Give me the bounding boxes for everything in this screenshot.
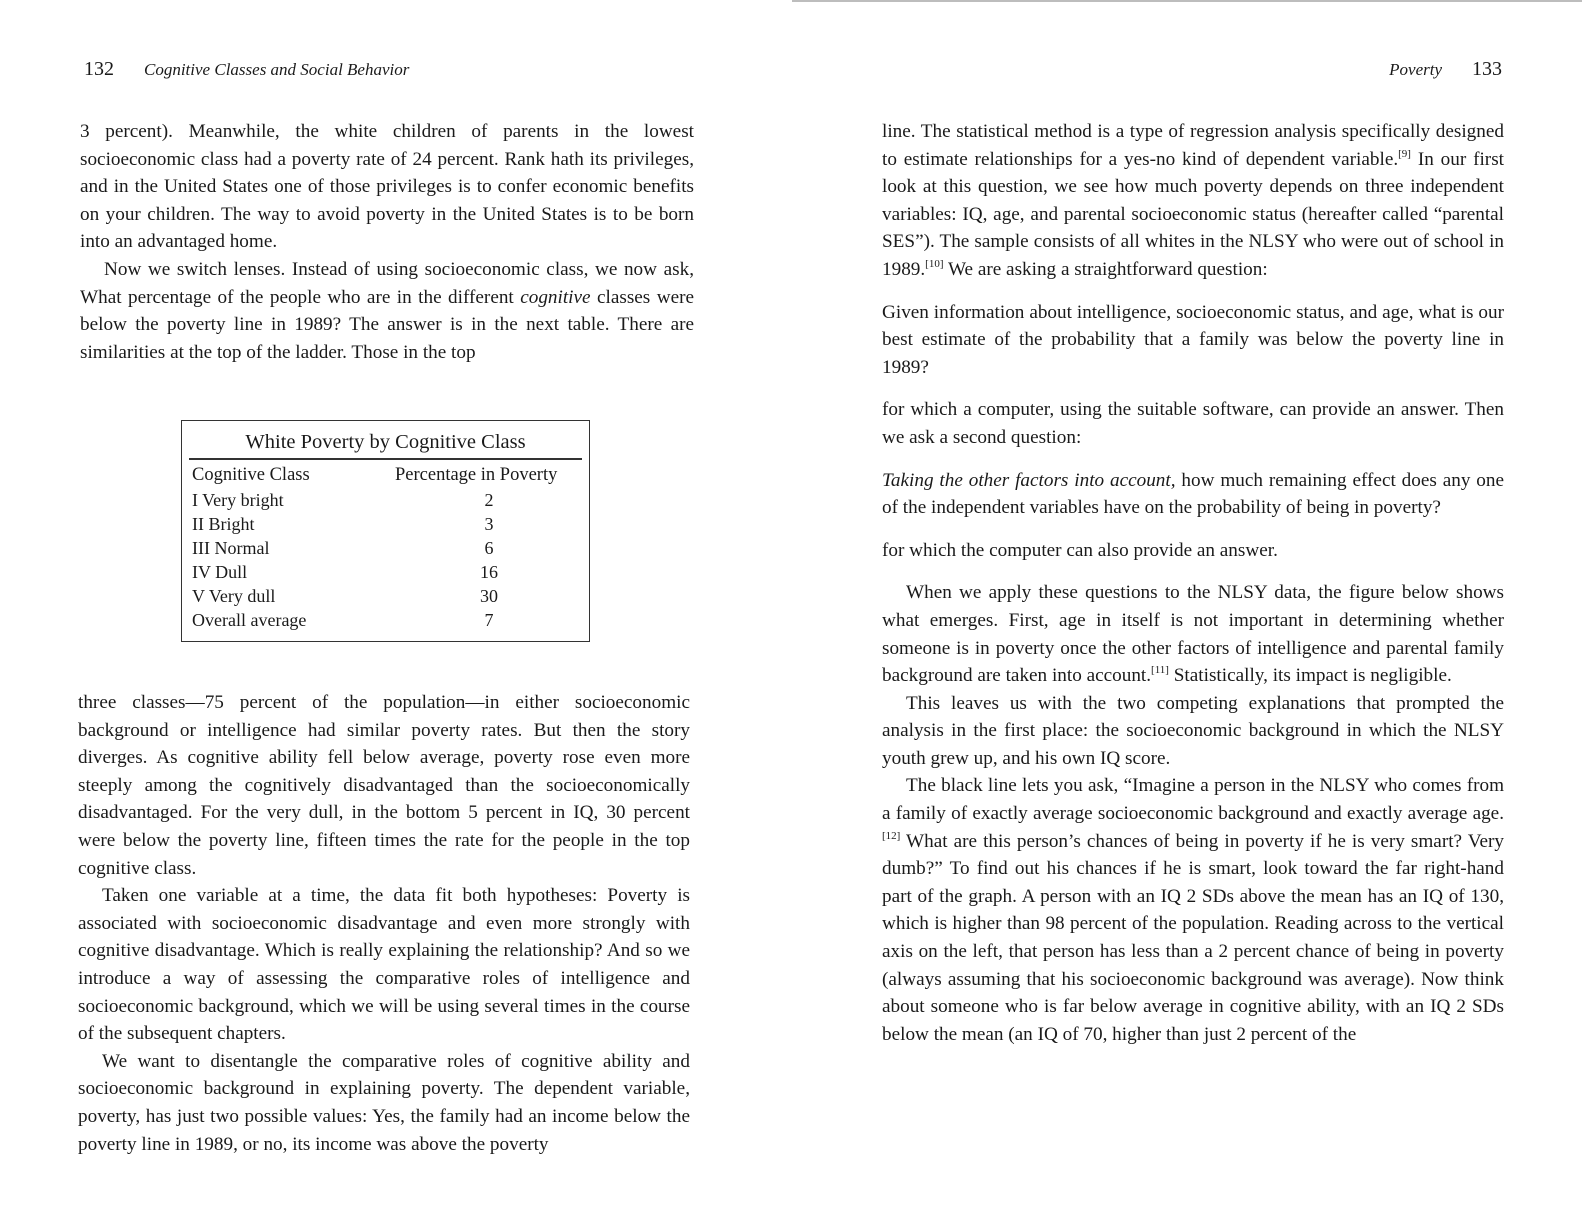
table-row: II Bright 3: [192, 514, 494, 534]
paragraph: When we apply these questions to the NLSY data, the figure below shows what emerges. First, age in itself is not important in determining whether someone is in poverty once the other factors of intelligence and parental family background are taken into account.[11] Statistically, its impact is negligible.: [882, 582, 1504, 687]
paragraph: three classes—75 percent of the population—in either socioeconomic background or intelligence had similar poverty rates. But then the story diverges. As cognitive ability fell below average, poverty rose even more steeply among the cognitively disadvantaged than the socioeconomically disadvantaged. For the very dull, in the bottom 5 percent in IQ, 30 percent were below the poverty line, fifteen times the rate for the people in the top cognitive class.: [78, 692, 690, 879]
paragraph: 3 percent). Meanwhile, the white children of parents in the lowest socioeconomic class had a poverty rate of 24 percent. Rank hath its privileges, and in the United States one of those privileges is to confer economic benefits on your children. The way to avoid poverty in the United States is to be born into an advantaged home.: [80, 121, 694, 253]
footnote-marker: [11]: [1151, 664, 1169, 677]
question-block: Given information about intelligence, socioeconomic status, and age, what is our best estimate of the probability that a family was below the poverty line in 1989?: [882, 301, 1504, 378]
paragraph: We want to disentangle the comparative roles of cognitive ability and socioeconomic background in explaining poverty. The dependent variable, poverty, has just two possible values: Yes, the family had an income below the poverty line in 1989, or no, its income was above the poverty: [78, 1050, 690, 1155]
running-title: Cognitive Classes and Social Behavior: [144, 60, 410, 79]
running-head-left: [84, 58, 409, 81]
running-head-right: [1389, 58, 1502, 81]
paragraph: This leaves us with the two competing explanations that prompted the analysis in the first place: the socioeconomic background in which the NLSY youth grew up, and his own IQ score.: [882, 692, 1504, 769]
table-row: V Very dull 30: [192, 586, 498, 606]
right-page: [791, 0, 1582, 1220]
text-block-right: [882, 118, 1504, 1048]
page-number: 133: [1472, 58, 1502, 80]
table-column-header: Percentage in Poverty: [395, 465, 558, 485]
table-column-header: Cognitive Class: [192, 465, 310, 485]
footnote-marker: [9]: [1398, 147, 1411, 160]
text-block-bottom: [78, 689, 690, 1158]
running-title: Poverty: [1389, 60, 1442, 79]
text-block-top: [80, 118, 694, 366]
table-row: III Normal 6: [192, 538, 494, 558]
table-row: Overall average 7: [192, 610, 494, 630]
page-number: 132: [84, 58, 114, 80]
table-row: I Very bright 2: [192, 490, 494, 510]
poverty-table: [181, 420, 590, 642]
table-title: White Poverty by Cognitive Class: [245, 431, 526, 453]
footnote-marker: [10]: [925, 257, 944, 270]
paragraph: for which the computer can also provide an answer.: [882, 539, 1278, 561]
paragraph: for which a computer, using the suitable software, can provide an answer. Then we ask a second question:: [882, 399, 1504, 448]
paragraph: Taken one variable at a time, the data fit both hypotheses: Poverty is associated with socioeconomic disadvantage and even more strongly with cognitive disadvantage. Which is really explaining the relationship? And so we introduce a way of assessing the comparative roles of intelligence and socioeconomic background, which we will be using several times in the course of the subsequent chapters.: [78, 885, 690, 1045]
table-header-rule: [189, 458, 582, 460]
paragraph: line. The statistical method is a type of regression analysis specifically designed to estimate relationships for a yes-no kind of dependent variable.[9] In our first look at this question, we see how much poverty depends on three independent variables: IQ, age, and parental socioeconomic status (hereafter called “parental SES”). The sample consists of all whites in the NLSY who were out of school in 1989.[10] We are asking a straightforward question:: [882, 121, 1504, 280]
footnote-marker: [12]: [882, 829, 901, 842]
paragraph: The black line lets you ask, “Imagine a person in the NLSY who comes from a family of exactly average socioeconomic background and exactly average age.[12] What are this person’s chances of being in poverty if he is very smart? Very dumb?” To find out his chances if he is smart, look toward the far right-hand part of the graph. A person with an IQ 2 SDs above the mean has an IQ of 130, which is higher than 98 percent of the population. Reading across to the vertical axis on the left, that person has less than a 2 percent chance of being in poverty (always assuming that his socioeconomic background was average). Now think about someone who is far below average in cognitive ability, with an IQ 2 SDs below the mean (an IQ of 70, higher than just 2 percent of the: [882, 775, 1504, 1045]
table-row: IV Dull 16: [192, 562, 498, 582]
paragraph: Now we switch lenses. Instead of using socioeconomic class, we now ask, What percentage of the people who are in the different cognitive classes were below the poverty line in 1989? The answer is in the next table. There are similarities at the top of the ladder. Those in the top: [80, 258, 694, 363]
question-block: Taking the other factors into account, how much remaining effect does any one of the independent variables have on the probability of being in poverty?: [882, 469, 1504, 519]
